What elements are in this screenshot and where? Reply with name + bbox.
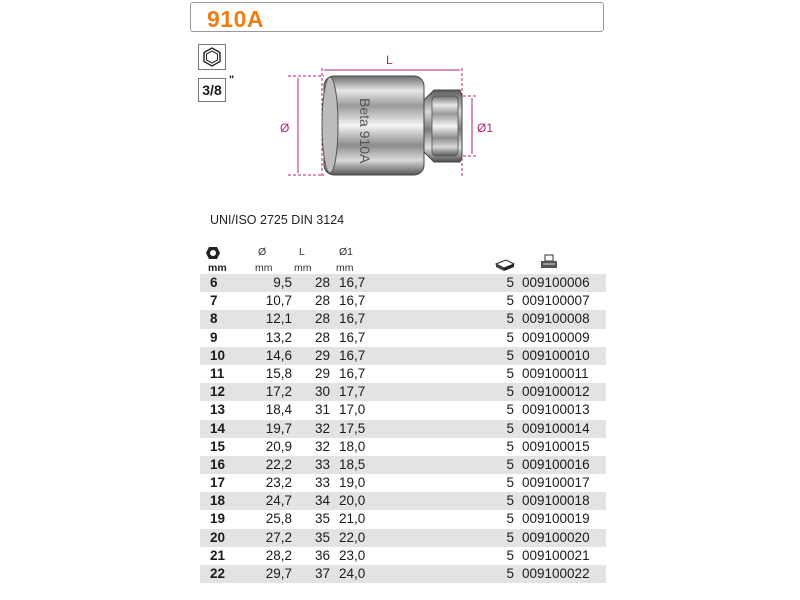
cell-length: 32 [314,438,330,454]
cell-pack-quantity: 5 [506,420,514,436]
cell-length: 28 [314,293,330,309]
cell-length: 34 [314,493,330,509]
cell-length: 35 [314,529,330,545]
cell-diameter1: 16,7 [339,347,366,363]
cell-diameter1: 18,0 [339,438,366,454]
cell-size: 22 [210,566,226,581]
cell-pack-quantity: 5 [506,511,514,527]
cell-length: 33 [314,475,330,491]
cell-diameter1: 20,0 [339,493,366,509]
cell-diameter: 10,7 [265,293,292,309]
cell-diameter: 23,2 [265,475,292,491]
cell-product-code: 009100016 [522,456,590,472]
cell-pack-quantity: 5 [506,402,514,418]
header-diameter1: Ø1 [339,246,354,258]
cell-size: 9 [210,329,218,345]
cell-length: 30 [314,384,330,400]
cell-pack-quantity: 5 [506,293,514,309]
dimension-label-length: L [386,53,393,67]
cell-product-code: 009100013 [522,402,590,418]
cell-size: 17 [210,475,226,491]
cell-size: 18 [210,493,226,509]
cell-diameter: 19,7 [265,420,292,436]
table-row [200,474,606,492]
hexagon-icon [198,44,226,70]
cell-product-code: 009100014 [522,420,590,436]
drive-size-inch-mark: " [229,74,235,86]
cell-size: 15 [210,438,226,454]
cell-pack-quantity: 5 [506,311,514,327]
cell-pack-quantity: 5 [506,384,514,400]
cell-size: 11 [210,365,225,381]
package-quantity-icon [494,258,516,272]
cell-diameter: 14,6 [265,347,292,363]
table-row [200,438,606,456]
product-code-icon [540,254,558,270]
cell-size: 8 [210,311,218,327]
title-box [190,2,604,32]
cell-pack-quantity: 5 [506,475,514,491]
cell-diameter1: 16,7 [339,293,366,309]
cell-length: 28 [314,311,330,327]
cell-length: 29 [314,347,330,363]
header-diameter-unit: mm [255,262,273,274]
cell-diameter1: 16,7 [339,311,366,327]
table-row [200,347,606,365]
cell-product-code: 009100009 [522,329,590,345]
table-row [200,492,606,510]
product-title: 910A [207,6,264,32]
cell-pack-quantity: 5 [506,275,514,290]
cell-length: 32 [314,420,330,436]
cell-product-code: 009100019 [522,511,590,527]
cell-diameter: 17,2 [265,384,292,400]
header-diameter1-unit: mm [336,262,354,274]
cell-diameter: 20,9 [265,438,292,454]
cell-diameter: 22,2 [265,456,292,472]
table-row [200,274,606,292]
cell-pack-quantity: 5 [506,456,514,472]
cell-product-code: 009100017 [522,475,590,491]
table-row [200,547,606,565]
cell-pack-quantity: 5 [506,347,514,363]
standard-reference: UNI/ISO 2725 DIN 3124 [210,213,345,227]
nut-size-icon [205,246,221,260]
cell-length: 36 [314,547,330,563]
cell-pack-quantity: 5 [506,493,514,509]
cell-size: 19 [210,511,226,527]
dimension-label-diameter1: Ø1 [477,121,494,135]
cell-diameter1: 17,5 [339,420,366,436]
cell-length: 37 [314,566,330,581]
table-row [200,310,606,328]
cell-product-code: 009100011 [522,365,589,381]
table-row [200,365,606,383]
table-row [200,529,606,547]
cell-diameter1: 16,7 [339,365,366,381]
cell-diameter: 12,1 [265,311,292,327]
sizes-table [200,274,606,583]
cell-diameter: 13,2 [265,329,292,345]
cell-diameter1: 16,7 [339,329,366,345]
table-row [200,329,606,347]
cell-pack-quantity: 5 [506,438,514,454]
header-length-unit: mm [294,262,312,274]
cell-diameter: 18,4 [265,402,292,418]
cell-length: 28 [314,329,330,345]
cell-product-code: 009100006 [522,275,590,290]
cell-diameter: 25,8 [265,511,292,527]
table-row [200,420,606,438]
header-size-unit: mm [208,262,227,274]
cell-diameter1: 23,0 [339,547,366,563]
cell-length: 28 [314,275,330,290]
cell-diameter1: 18,5 [339,456,366,472]
cell-diameter: 24,7 [265,493,292,509]
cell-length: 29 [314,365,330,381]
cell-product-code: 009100007 [522,293,590,309]
cell-size: 6 [210,275,218,290]
cell-pack-quantity: 5 [506,529,514,545]
cell-diameter1: 19,0 [339,475,366,491]
table-row [200,292,606,310]
cell-product-code: 009100008 [522,311,590,327]
cell-size: 10 [210,347,226,363]
cell-pack-quantity: 5 [506,566,514,581]
cell-length: 33 [314,456,330,472]
table-row [200,383,606,401]
cell-diameter1: 16,7 [339,275,366,290]
cell-length: 31 [314,402,330,418]
cell-diameter: 15,8 [265,365,292,381]
cell-product-code: 009100020 [522,529,590,545]
dimension-label-diameter: Ø [280,121,290,135]
cell-size: 21 [210,547,226,563]
cell-diameter1: 22,0 [339,529,366,545]
cell-length: 35 [314,511,330,527]
cell-diameter1: 21,0 [339,511,366,527]
header-length: L [299,246,305,258]
socket-engraving: Beta 910A [357,98,373,164]
cell-product-code: 009100012 [522,384,590,400]
cell-pack-quantity: 5 [506,365,514,381]
cell-product-code: 009100018 [522,493,590,509]
cell-diameter1: 17,0 [339,402,366,418]
cell-size: 7 [210,293,218,309]
cell-diameter1: 24,0 [339,566,366,581]
cell-diameter: 27,2 [265,529,292,545]
cell-diameter1: 17,7 [339,384,366,400]
table-row [200,456,606,474]
drive-size-icon: 3/8 [198,78,226,102]
table-row [200,401,606,419]
cell-product-code: 009100015 [522,438,590,454]
cell-diameter: 29,7 [265,566,292,581]
cell-size: 20 [210,529,226,545]
cell-size: 12 [210,384,226,400]
cell-product-code: 009100010 [522,347,590,363]
socket-drawing [272,48,502,183]
header-diameter: Ø [258,246,267,258]
cell-diameter: 9,5 [273,275,292,290]
cell-product-code: 009100021 [522,547,590,563]
cell-size: 14 [210,420,226,436]
cell-diameter: 28,2 [265,547,292,563]
cell-pack-quantity: 5 [506,329,514,345]
cell-pack-quantity: 5 [506,547,514,563]
table-row [200,510,606,528]
cell-size: 13 [210,402,226,418]
cell-size: 16 [210,456,226,472]
cell-product-code: 009100022 [522,566,590,581]
table-row [200,565,606,583]
